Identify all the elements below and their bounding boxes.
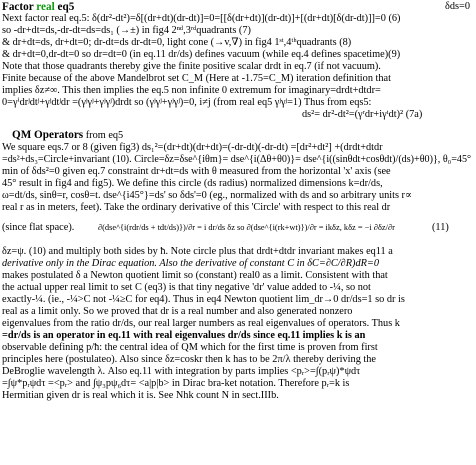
text-line: We square eqs.7 or 8 (given fig3) ds₁²=(dr+dt)(dr+dt)=(-dr-dt)(-dr-dt) =[dr²+dt²] +(drdt+dtdr (2, 142, 383, 153)
text-line: observable defining p/ħ: the central idea of QM which for the first time is proven from first (2, 342, 378, 353)
text-line: eigenvalues from the ratio dr/ds, our real larger numbers as real eigenvalues of operators. Thus k (2, 318, 400, 329)
heading-right-equation: δds=0 (445, 1, 470, 12)
heading-real-word: real (36, 1, 55, 13)
text-line: 0=γⁱdrʲdtʲ+γʲdtʲdr =(γʲγʲ+γʲγʲ)drdt so (γʲγʲ+γʲγʲ)=0, i≠j (from real eq5 γʲγʲ=1) Thus from eqs5: (2, 97, 372, 108)
heading-text: QM Operators (12, 129, 84, 141)
text-line: & dr+dt=ds, dr+dt=0; dr-dt=ds dr-dt=0, light cone (→v,∇) in fig4 1ˢᵗ,4ᵗʰquadrants (8) (2, 37, 352, 48)
heading-eq-ref: from eq5 (83, 130, 124, 141)
text-line: makes postulated δ a Newton quotient limit so (constant) real0 as a limit. Consistent with that (2, 270, 388, 281)
heading-text: Factor (2, 1, 37, 13)
equation-11-number: (11) (432, 222, 449, 233)
text-line: real as a limit only. So we proved that dr is a real number and also generated nonzero (2, 306, 353, 317)
text-line: Note that those quadrants thereby give the finite positive scalar drdt in eq.7 (if not vacuum). (2, 61, 381, 72)
text-line: =∫ψ*pᵣψdτ =<pᵣ> and ∫ψ₃pψ₆dτ= <a|p|b> in Dirac bra-ket notation. Therefore pᵣ=k is (2, 378, 350, 389)
text-line: the actual upper real limit to set C (eq3) is that tiny negative 'dr' value added to -¼, so not (2, 282, 371, 293)
text-line: min of δds²=0 given eq.7 constraint dr+dt=ds with θ measured from the horizontal 'x' axis (see (2, 166, 391, 177)
section-heading-qm-operators (12, 129, 476, 142)
text-line: Next factor real eq.5: δ(dr²-dt²)=δ[(dr+dt)(dr-dt)]=0=[[δ(dr+dt)](dr-dt)]+[(dr+dt)[δ(dr-dt)]]=0 (6) (2, 13, 401, 24)
text-line: =ds²+ds₃=Circle+invariant (10). Circle=δz=δse^{iθm}= dse^{i(Δθ+θ0)}= dse^{i((sinθdt+cosθdt)/(ds)+θ0)}, θ₀=45° (2, 154, 472, 165)
text-line: & dr+dt=0,dr-dt=0 so dr=dt=0 (in eq.11 dr/ds) defines vacuum (while eq.4 defines spacetime)(9) (2, 49, 401, 60)
equation-11: ∂(dse^{i(rdr/ds + tdt/ds)})/∂r = i dr/ds δz so ∂(dse^{i(rk+wt)})/∂r = ikδz, kδz = −i ∂δz/∂r (98, 223, 395, 232)
text-line: Hermitian given dr is real which it is. See Nhk count N in sect.IIIb. (2, 390, 279, 401)
text-line: real r as in meters, feet). Take the ordinary derivative of this 'Circle' with respect to this real dr (2, 202, 391, 213)
equation-7a: ds²= dr²-dt²=(γʳdr+iγᵗdt)² (7a) (302, 109, 423, 120)
text-line: implies δz≠∞. This then implies the eq.5 non infinite 0 extremum for imaginary=drdt+dtdr= (2, 85, 381, 96)
text-line: 45° result in fig4 and fig5). We define this circle (ds radius) normalized dimensions k=dr/ds, (2, 178, 383, 189)
text-line: δz=ψ. (10) and multiply both sides by ħ. Note circle plus that drdt+dtdr invariant makes eq11 a (2, 246, 393, 257)
equation-11-prefix: (since flat space). (2, 222, 75, 233)
heading-eq-ref: eq5 (54, 1, 75, 13)
text-line: so -dr+dt=ds,-dr-dt=ds=ds₁ (→±) in fig4 2ⁿᵈ,3ʳᵈquadrants (7) (2, 25, 251, 36)
text-line: exactly-¼. (ie., -¼>C not -¼≥C for eq4). Thus in eq4 Newton quotient lim_dr→0 dr/ds=1 so dr is (2, 294, 405, 305)
text-line: principles here (postulateo). Also since δz=coskr then k has to be 2π/λ thereby deriving the (2, 354, 376, 365)
text-line: Finite because of the above Mandelbrot set C_M (Here at -1.75=C_M) iteration definition that (2, 73, 391, 84)
text-line: DeBroglie wavelength λ. Also eq.11 with integration by parts implies <pᵣ>=∫(pᵣψ)*ψdτ (2, 366, 361, 377)
section-heading-factor-real (2, 1, 474, 13)
text-line: derivative only in the Dirac equation. Also the derivative of constant C in δC=∂C/∂R)dR=0 (2, 258, 379, 269)
text-line: ω=dt/ds, sinθ=r, cosθ=t. dse^{i45°}=ds' so δds'=0 (eg., normalized with ds and so arbitrary units r∝ (2, 190, 412, 201)
text-line: =dr/ds is an operator in eq.11 with real eigenvalues dr/ds since eq.11 implies k is an (2, 330, 366, 341)
